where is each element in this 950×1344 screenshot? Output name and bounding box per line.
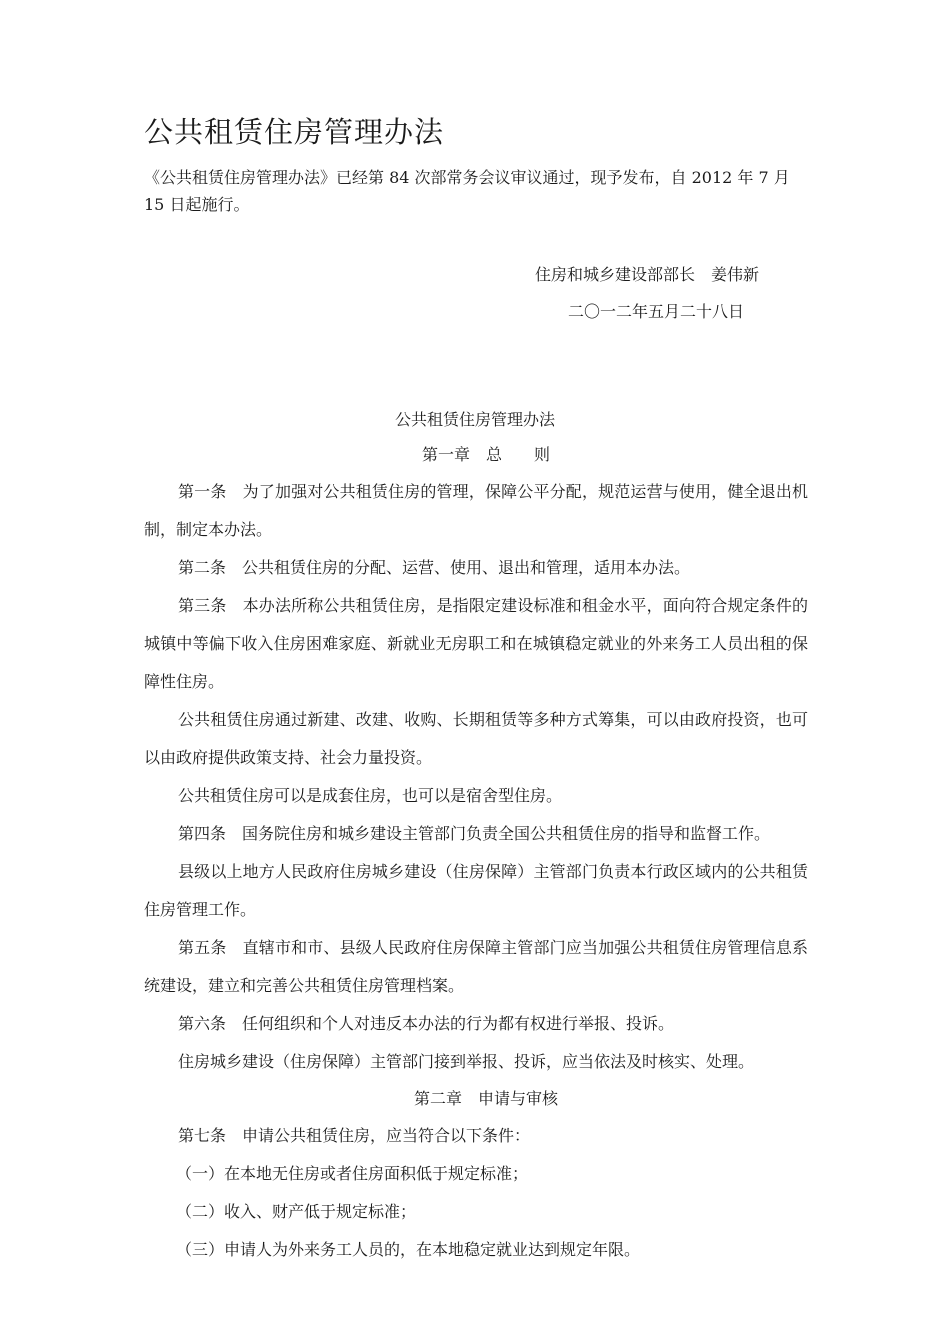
- article-2: 第二条 公共租赁住房的分配、运营、使用、退出和管理，适用本办法。: [178, 558, 691, 577]
- intro-paragraph: 《公共租赁住房管理办法》已经第 84 次部常务会议审议通过，现予发布，自 2012 年 7 月 15 日起施行。: [144, 168, 790, 214]
- document-body: [144, 437, 808, 1269]
- signer-line: 住房和城乡建设部部长 姜伟新: [535, 265, 760, 284]
- article-6-paragraph-1: 第六条 任何组织和个人对违反本办法的行为都有权进行举报、投诉。: [178, 1014, 675, 1033]
- article-4-paragraph-2: 县级以上地方人民政府住房城乡建设（住房保障）主管部门负责本行政区域内的公共租赁住房管理工作。: [144, 862, 808, 919]
- article-3-paragraph-2: 公共租赁住房通过新建、改建、收购、长期租赁等多种方式筹集，可以由政府投资，也可以由政府提供政策支持、社会力量投资。: [144, 710, 808, 767]
- article-7-item: （二）收入、财产低于规定标准；: [176, 1202, 417, 1221]
- article-7-item: （三）申请人为外来务工人员的，在本地稳定就业达到规定年限。: [176, 1240, 641, 1259]
- chapter-heading-2: 第二章 申请与审核: [413, 1089, 558, 1108]
- article-7-item: （一）在本地无住房或者住房面积低于规定标准；: [176, 1164, 529, 1183]
- article-6-paragraph-2: 住房城乡建设（住房保障）主管部门接到举报、投诉，应当依法及时核实、处理。: [178, 1052, 755, 1071]
- document-title: 公共租赁住房管理办法: [394, 410, 555, 429]
- article-7: 第七条 申请公共租赁住房，应当符合以下条件：: [178, 1126, 531, 1145]
- chapter-heading-1: 第一章 总 则: [421, 445, 550, 464]
- article-1: 第一条 为了加强对公共租赁住房的管理，保障公平分配，规范运营与使用，健全退出机制，制定本办法。: [144, 482, 808, 539]
- article-3-paragraph-3: 公共租赁住房可以是成套住房，也可以是宿舍型住房。: [178, 786, 563, 805]
- article-5: 第五条 直辖市和市、县级人民政府住房保障主管部门应当加强公共租赁住房管理信息系统建设，建立和完善公共租赁住房管理档案。: [144, 938, 808, 995]
- signing-date: 二〇一二年五月二十八日: [568, 302, 745, 321]
- article-3-paragraph-1: 第三条 本办法所称公共租赁住房，是指限定建设标准和租金水平，面向符合规定条件的城镇中等偏下收入住房困难家庭、新就业无房职工和在城镇稳定就业的外来务工人员出租的保障性住房。: [144, 596, 808, 691]
- page-title: 公共租赁住房管理办法: [144, 115, 445, 149]
- article-4-paragraph-1: 第四条 国务院住房和城乡建设主管部门负责全国公共租赁住房的指导和监督工作。: [178, 824, 771, 843]
